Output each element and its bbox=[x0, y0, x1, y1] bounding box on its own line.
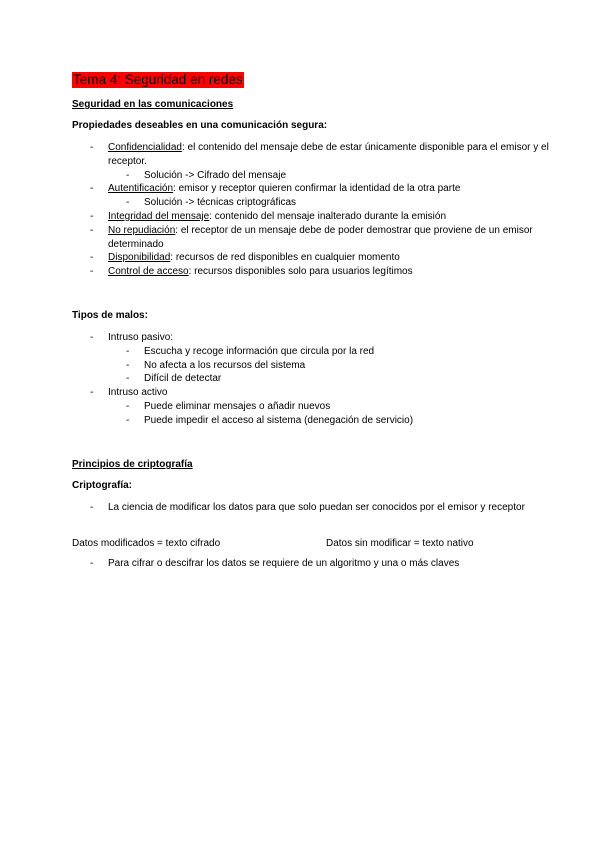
term-no-repudiacion: No repudiación bbox=[108, 224, 176, 236]
item-text: : emisor y receptor quieren confirmar la identidad de la otra parte bbox=[173, 183, 461, 195]
list-item: - La ciencia de modificar los datos para que solo puedan ser conocidos por el emisor y receptor bbox=[72, 501, 568, 515]
list-item: - Para cifrar o descifrar los datos se requiere de un algoritmo y una o más claves bbox=[72, 557, 568, 571]
item-text: : recursos de red disponibles en cualquier momento bbox=[170, 252, 400, 264]
item-text: : contenido del mensaje inalterado durante la emisión bbox=[209, 210, 447, 222]
datos-sin-modificar-text: Datos sin modificar = texto nativo bbox=[326, 538, 474, 549]
crypto-list-2 bbox=[72, 557, 568, 571]
item-text: : el receptor de un mensaje debe de poder demostrar que proviene de un emisor determinado bbox=[108, 224, 533, 250]
item-text: : recursos disponibles solo para usuarios legítimos bbox=[188, 266, 413, 278]
attackers-list bbox=[72, 331, 413, 428]
list-item bbox=[72, 210, 568, 224]
list-item bbox=[72, 265, 568, 279]
subheading-tipos-malos: Tipos de malos: bbox=[72, 310, 148, 321]
page-title: Tema 4: Seguridad en redes bbox=[73, 72, 243, 87]
list-item bbox=[72, 224, 548, 252]
list-item bbox=[72, 182, 568, 196]
term-control-acceso: Control de acceso bbox=[108, 266, 189, 278]
item-text: : el contenido del mensaje debe de estar únicamente disponible para el emisor y el receptor. bbox=[108, 142, 549, 167]
sub-list-item: - Solución -> Cifrado del mensaje bbox=[72, 169, 568, 183]
sub-list-item: - Puede eliminar mensajes o añadir nuevos bbox=[72, 400, 413, 414]
section-heading-comunicaciones: Seguridad en las comunicaciones bbox=[72, 99, 234, 110]
term-disponibilidad: Disponibilidad bbox=[108, 252, 171, 264]
term-integridad: Integridad del mensaje bbox=[108, 210, 210, 222]
sub-list-item: - Puede impedir el acceso al sistema (denegación de servicio) bbox=[72, 414, 413, 428]
list-item: - Intruso pasivo: bbox=[72, 331, 413, 345]
list-item: - Intruso activo bbox=[72, 386, 413, 400]
subheading-criptografia: Criptografía: bbox=[72, 480, 132, 491]
term-autentificacion: Autentificación bbox=[108, 183, 174, 195]
list-item bbox=[72, 141, 568, 169]
subheading-propiedades: Propiedades deseables en una comunicación segura: bbox=[72, 120, 328, 131]
properties-list bbox=[72, 141, 568, 279]
sub-list-item: - Solución -> técnicas criptográficas bbox=[72, 196, 568, 210]
sub-list-item: - No afecta a los recursos del sistema bbox=[72, 359, 413, 373]
term-confidencialidad: Confidencialidad bbox=[108, 142, 182, 153]
sub-list-item: - Escucha y recoge información que circula por la red bbox=[72, 345, 413, 359]
section-heading-criptografia: Principios de criptografía bbox=[72, 459, 193, 470]
sub-list-item: - Difícil de detectar bbox=[72, 372, 413, 386]
list-item bbox=[72, 251, 568, 265]
crypto-list bbox=[72, 501, 568, 515]
datos-modificados-text: Datos modificados = texto cifrado bbox=[72, 538, 221, 549]
